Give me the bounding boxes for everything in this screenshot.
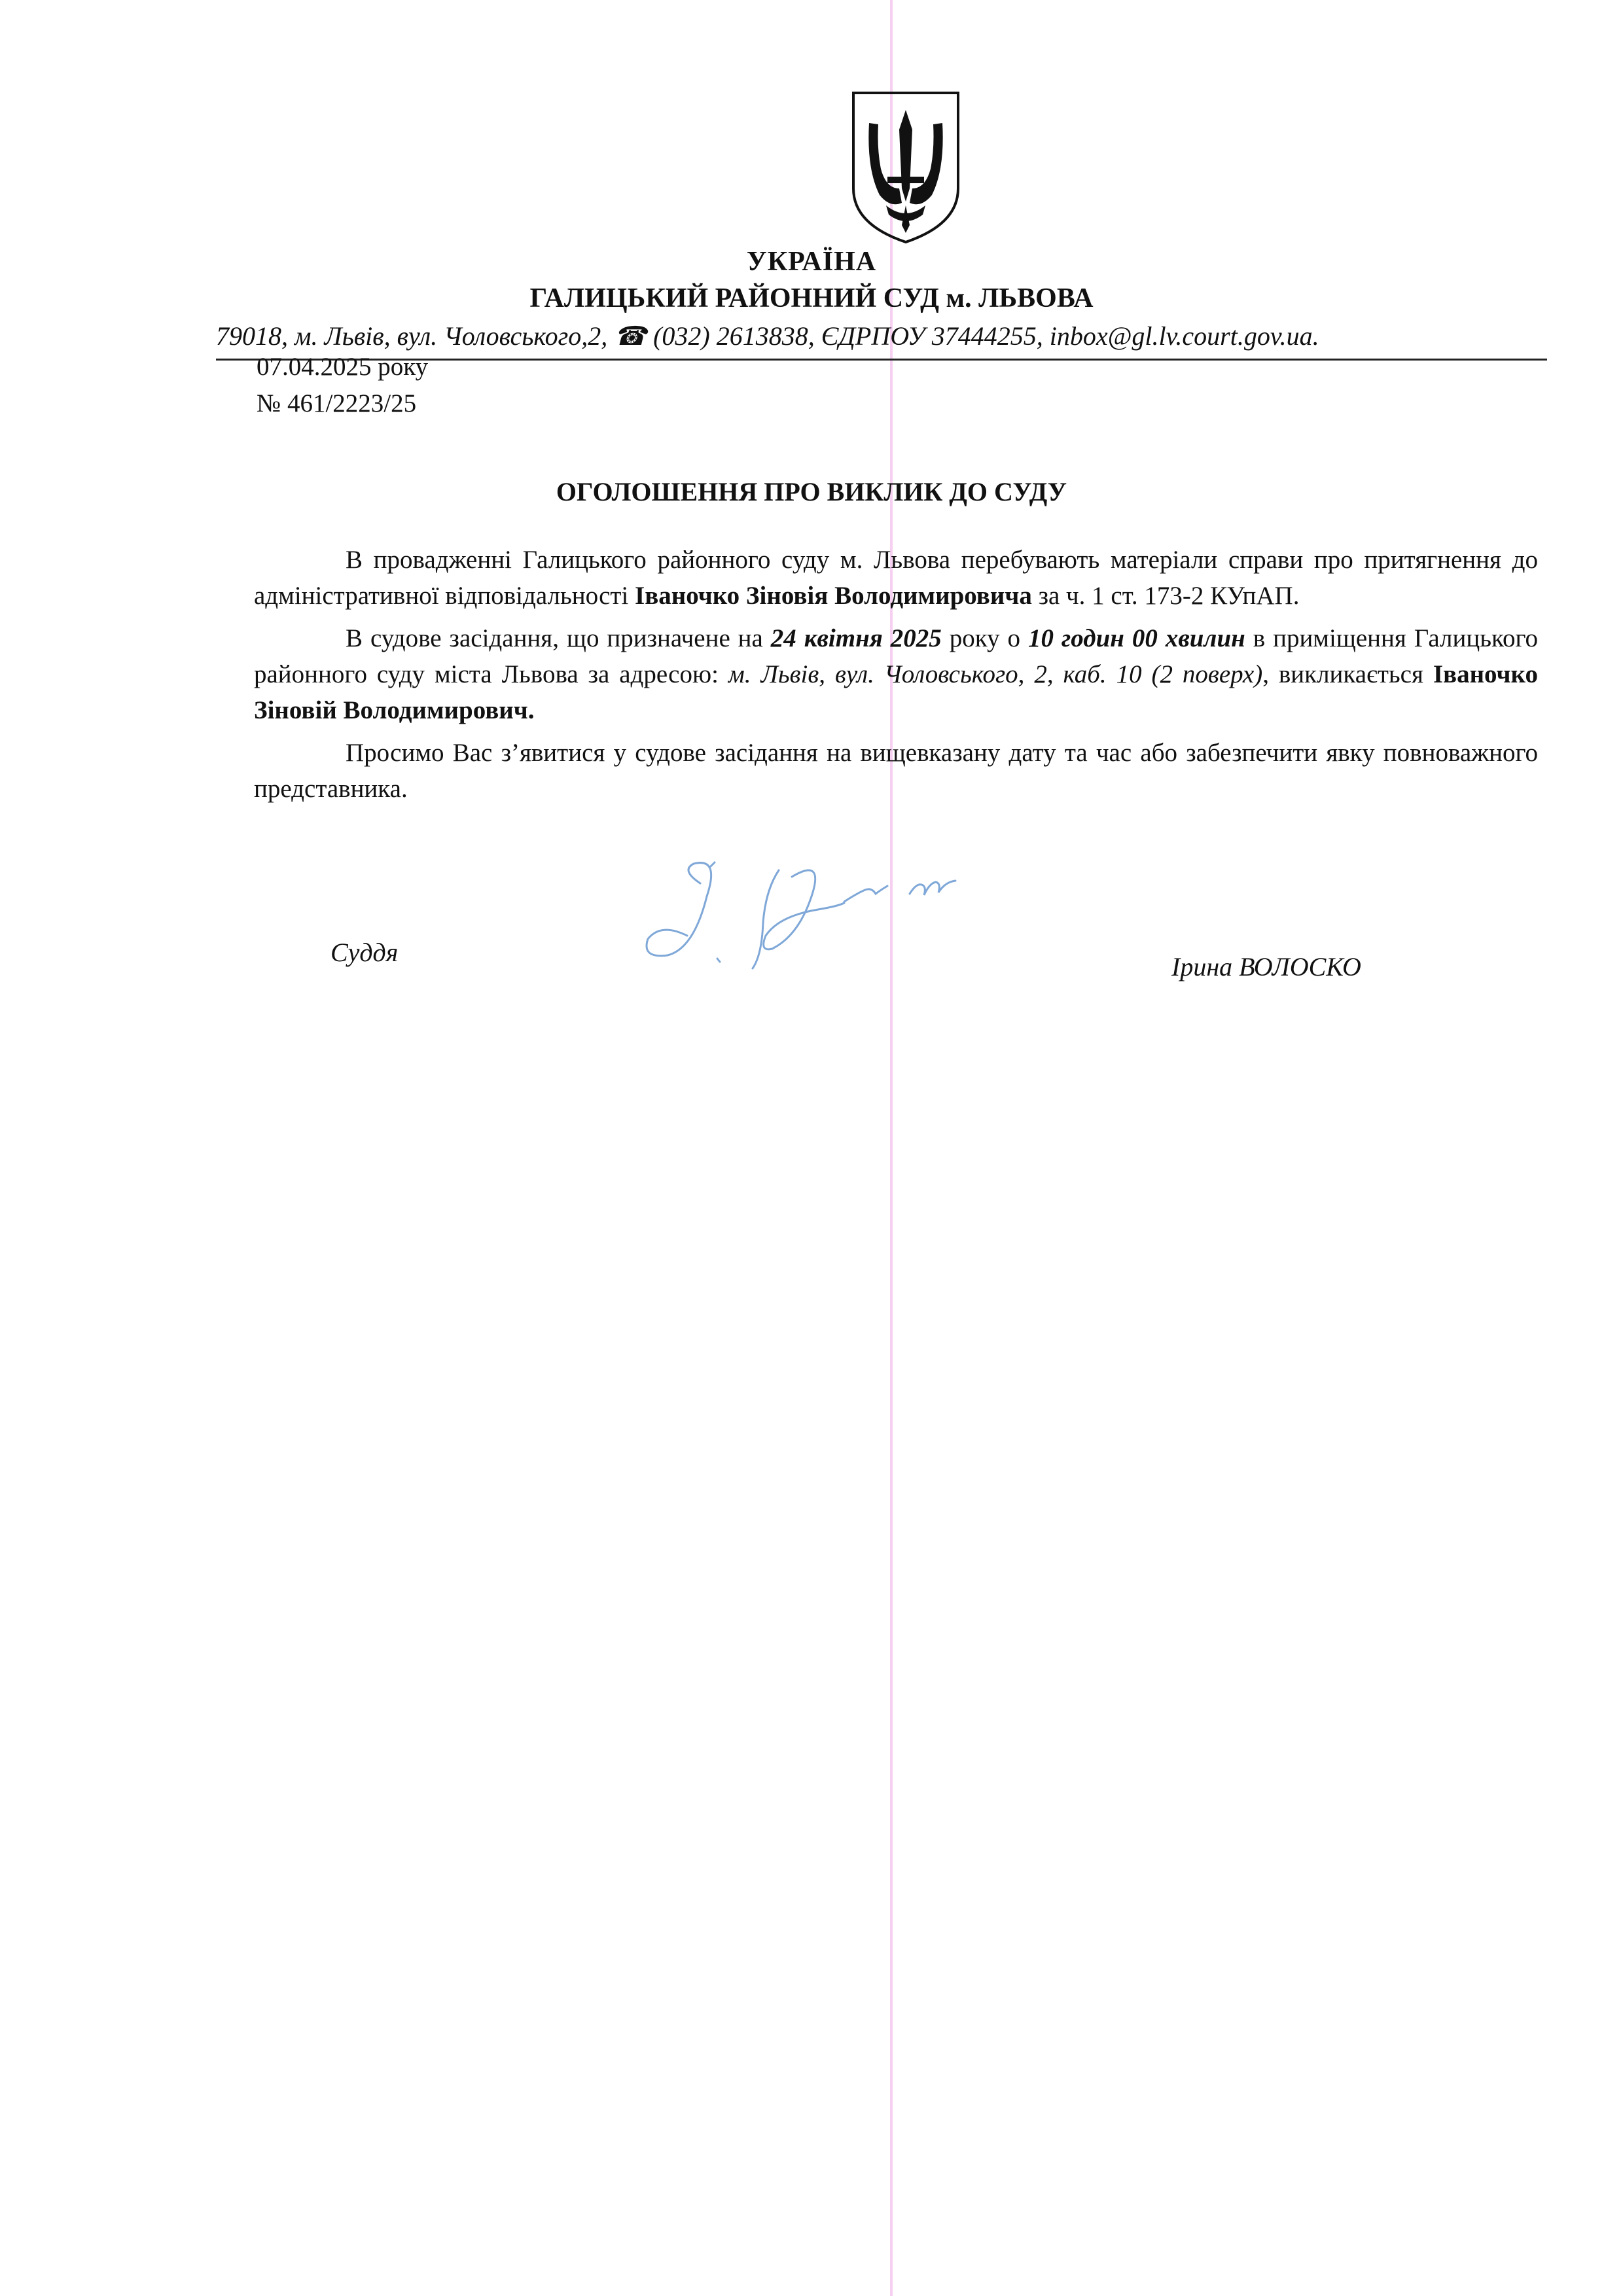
address-prefix: 79018, м. Львів, вул. Чоловського,2, [216, 321, 615, 351]
text-run: В провадженні Галицького районного суду м. Львова перебувають матеріали справи про притягнення до адміністративної відповідальності [254, 546, 1538, 610]
text-run: за ч. 1 ст. 173-2 КУпАП. [1031, 582, 1300, 610]
signer-role: Суддя [330, 938, 399, 967]
handwritten-signature [628, 844, 995, 995]
summoned-person: Іваночко Зіновій Володимирович. [254, 660, 1538, 724]
document-heading: ОГОЛОШЕННЯ ПРО ВИКЛИК ДО СУДУ [556, 477, 1067, 506]
document-body [254, 542, 1538, 813]
telephone-icon: ☎ [614, 321, 647, 351]
hearing-address: м. Львів, вул. Чоловського, 2, каб. 10 (2 поверх) [728, 660, 1263, 688]
court-name: ГАЛИЦЬКИЙ РАЙОННИЙ СУД м. ЛЬВОВА [529, 283, 1094, 313]
text-run: В судове засідання, що призначене на [346, 624, 771, 652]
address-suffix: (032) 2613838, ЄДРПОУ 37444255, inbox@gl.lv.court.gov.ua. [647, 321, 1319, 351]
document-date: 07.04.2025 року [257, 353, 429, 381]
coat-of-arms-icon [849, 90, 962, 245]
hearing-time: 10 годин 00 хвилин [1027, 624, 1245, 652]
text-run: , викликається [1262, 660, 1433, 688]
case-number: № 461/2223/25 [257, 389, 417, 417]
paragraph-request: Просимо Вас з’явитися у судове засідання на вищевказану дату та час або забезпечити явку повноважного представника. [254, 739, 1538, 803]
defendant-name: Іваночко Зіновія Володимировича [635, 582, 1032, 610]
judge-name: Ірина ВОЛОСКО [1171, 952, 1361, 981]
text-run: в приміщення Галицького районного суду міста Львова за адресою: [254, 624, 1538, 688]
paragraph-hearing [254, 620, 1538, 728]
court-address-line [216, 321, 1512, 351]
country-title: УКРАЇНА [746, 247, 877, 277]
text-run: року о [941, 624, 1028, 652]
paragraph-proceedings [254, 542, 1538, 614]
hearing-date: 24 квітня 2025 [770, 624, 942, 652]
